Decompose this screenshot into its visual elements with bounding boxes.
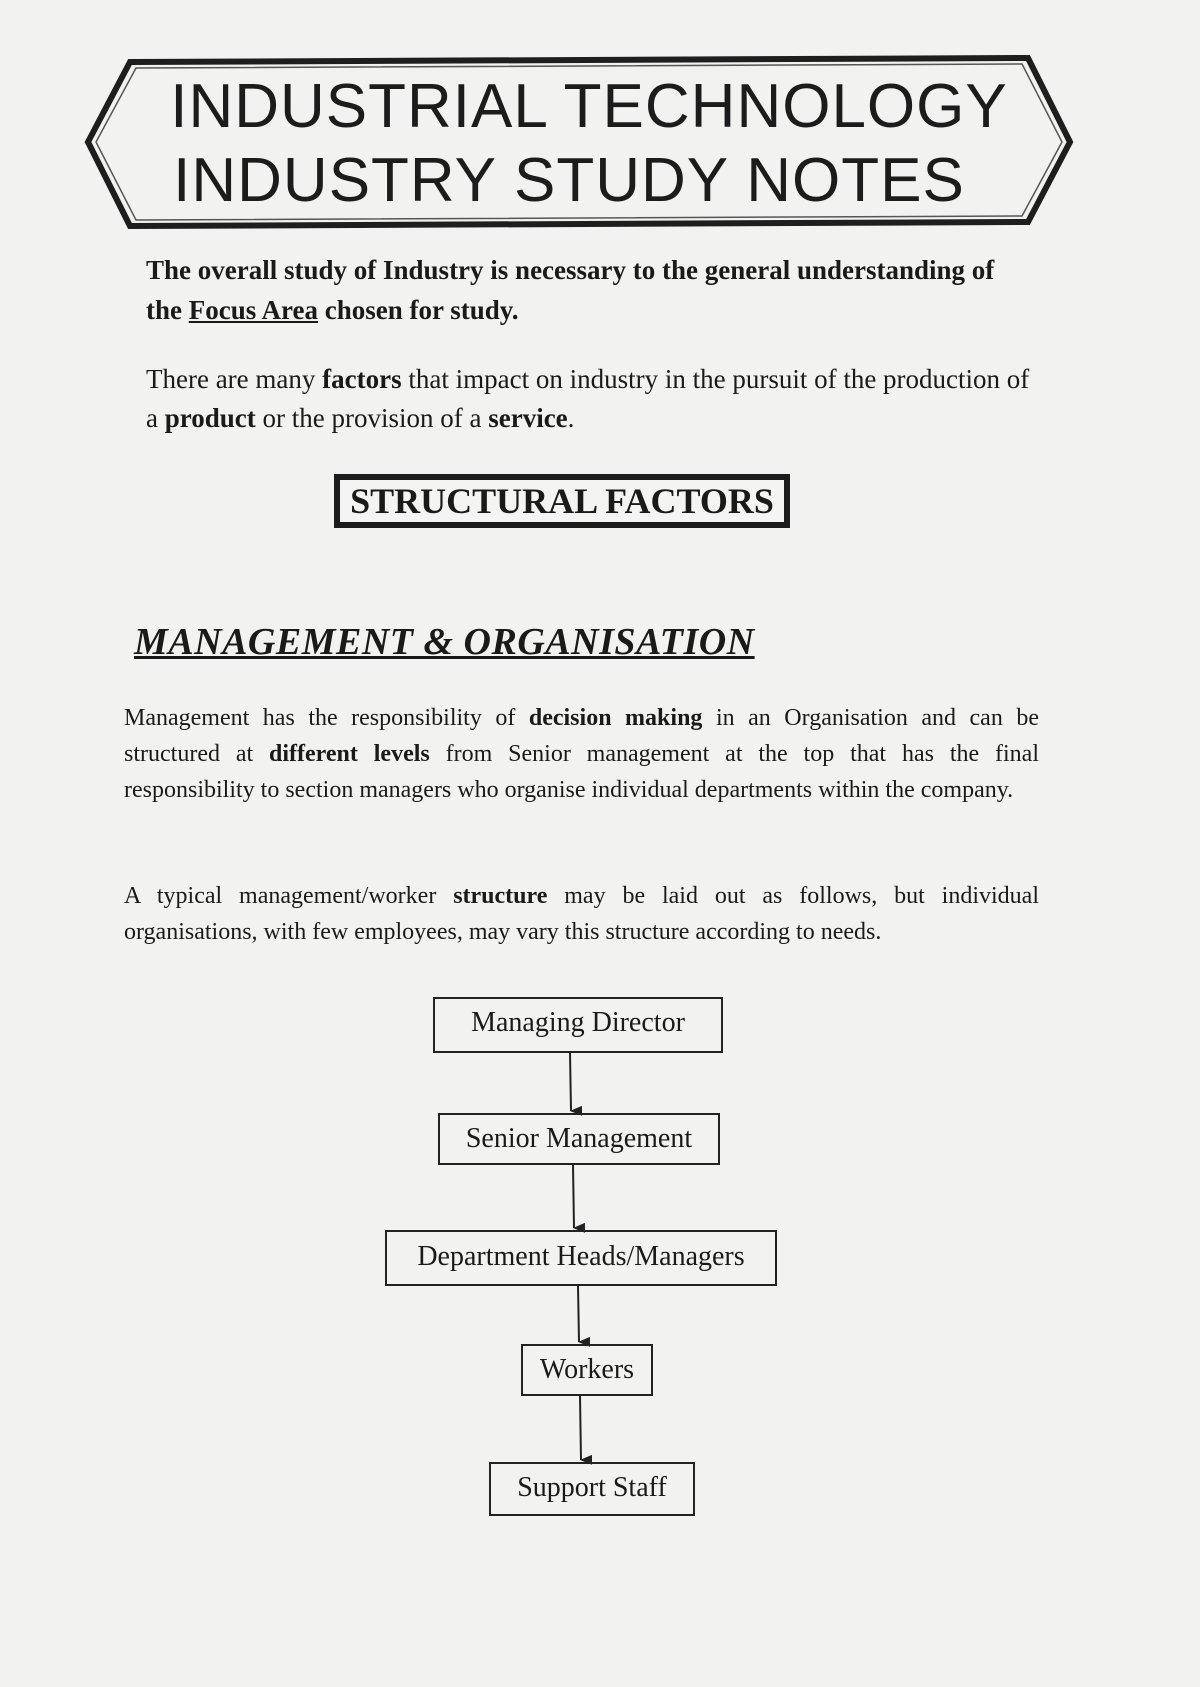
title-line-1: INDUSTRIAL TECHNOLOGY bbox=[170, 72, 1008, 141]
service-term: service bbox=[488, 403, 568, 433]
org-node-support-staff: Support Staff bbox=[489, 1462, 695, 1516]
connector-arrow bbox=[580, 1396, 581, 1460]
org-node-department-heads: Department Heads/Managers bbox=[385, 1230, 777, 1286]
mgmt-text-c: in an Organisation and can be structured at bbox=[124, 705, 1040, 767]
factors-text-c: that impact on industry in the pursuit of the production of a bbox=[146, 364, 1030, 433]
structure-term: structure bbox=[453, 883, 548, 909]
factors-text-a: There are many bbox=[146, 364, 323, 394]
structure-text-c: may be laid out as follows, but individual organisations, with few employees, may vary this structure according to needs. bbox=[124, 883, 1039, 945]
title-line-2: INDUSTRY STUDY NOTES bbox=[173, 146, 965, 215]
intro-text-2: chosen for study. bbox=[318, 295, 519, 325]
connector-arrow bbox=[578, 1286, 579, 1342]
mgmt-text-e: from Senior management at the top that has the final responsibility to section managers who organise individual departments within the company. bbox=[124, 741, 1039, 803]
structural-factors-heading: STRUCTURAL FACTORS bbox=[334, 474, 790, 528]
connector-arrow bbox=[570, 1053, 571, 1111]
focus-area-term: Focus Area bbox=[188, 295, 318, 325]
org-node-workers: Workers bbox=[521, 1344, 653, 1396]
factors-text-e: or the provision of a bbox=[255, 403, 489, 433]
product-term: product bbox=[164, 403, 256, 433]
decision-making-term: decision making bbox=[528, 705, 703, 731]
org-node-senior-management: Senior Management bbox=[438, 1113, 720, 1165]
structure-text-a: A typical management/worker bbox=[124, 883, 454, 909]
mgmt-text-a: Management has the responsibility of bbox=[124, 705, 529, 731]
connector-arrow bbox=[573, 1165, 574, 1228]
intro-text-1: The overall study of Industry is necessary to the general understanding of the bbox=[146, 255, 995, 325]
factors-term: factors bbox=[322, 364, 402, 394]
org-node-managing-director: Managing Director bbox=[433, 997, 723, 1053]
section-heading: MANAGEMENT & ORGANISATION bbox=[134, 621, 755, 663]
factors-text-g: . bbox=[567, 403, 575, 433]
different-levels-term: different levels bbox=[269, 741, 430, 767]
